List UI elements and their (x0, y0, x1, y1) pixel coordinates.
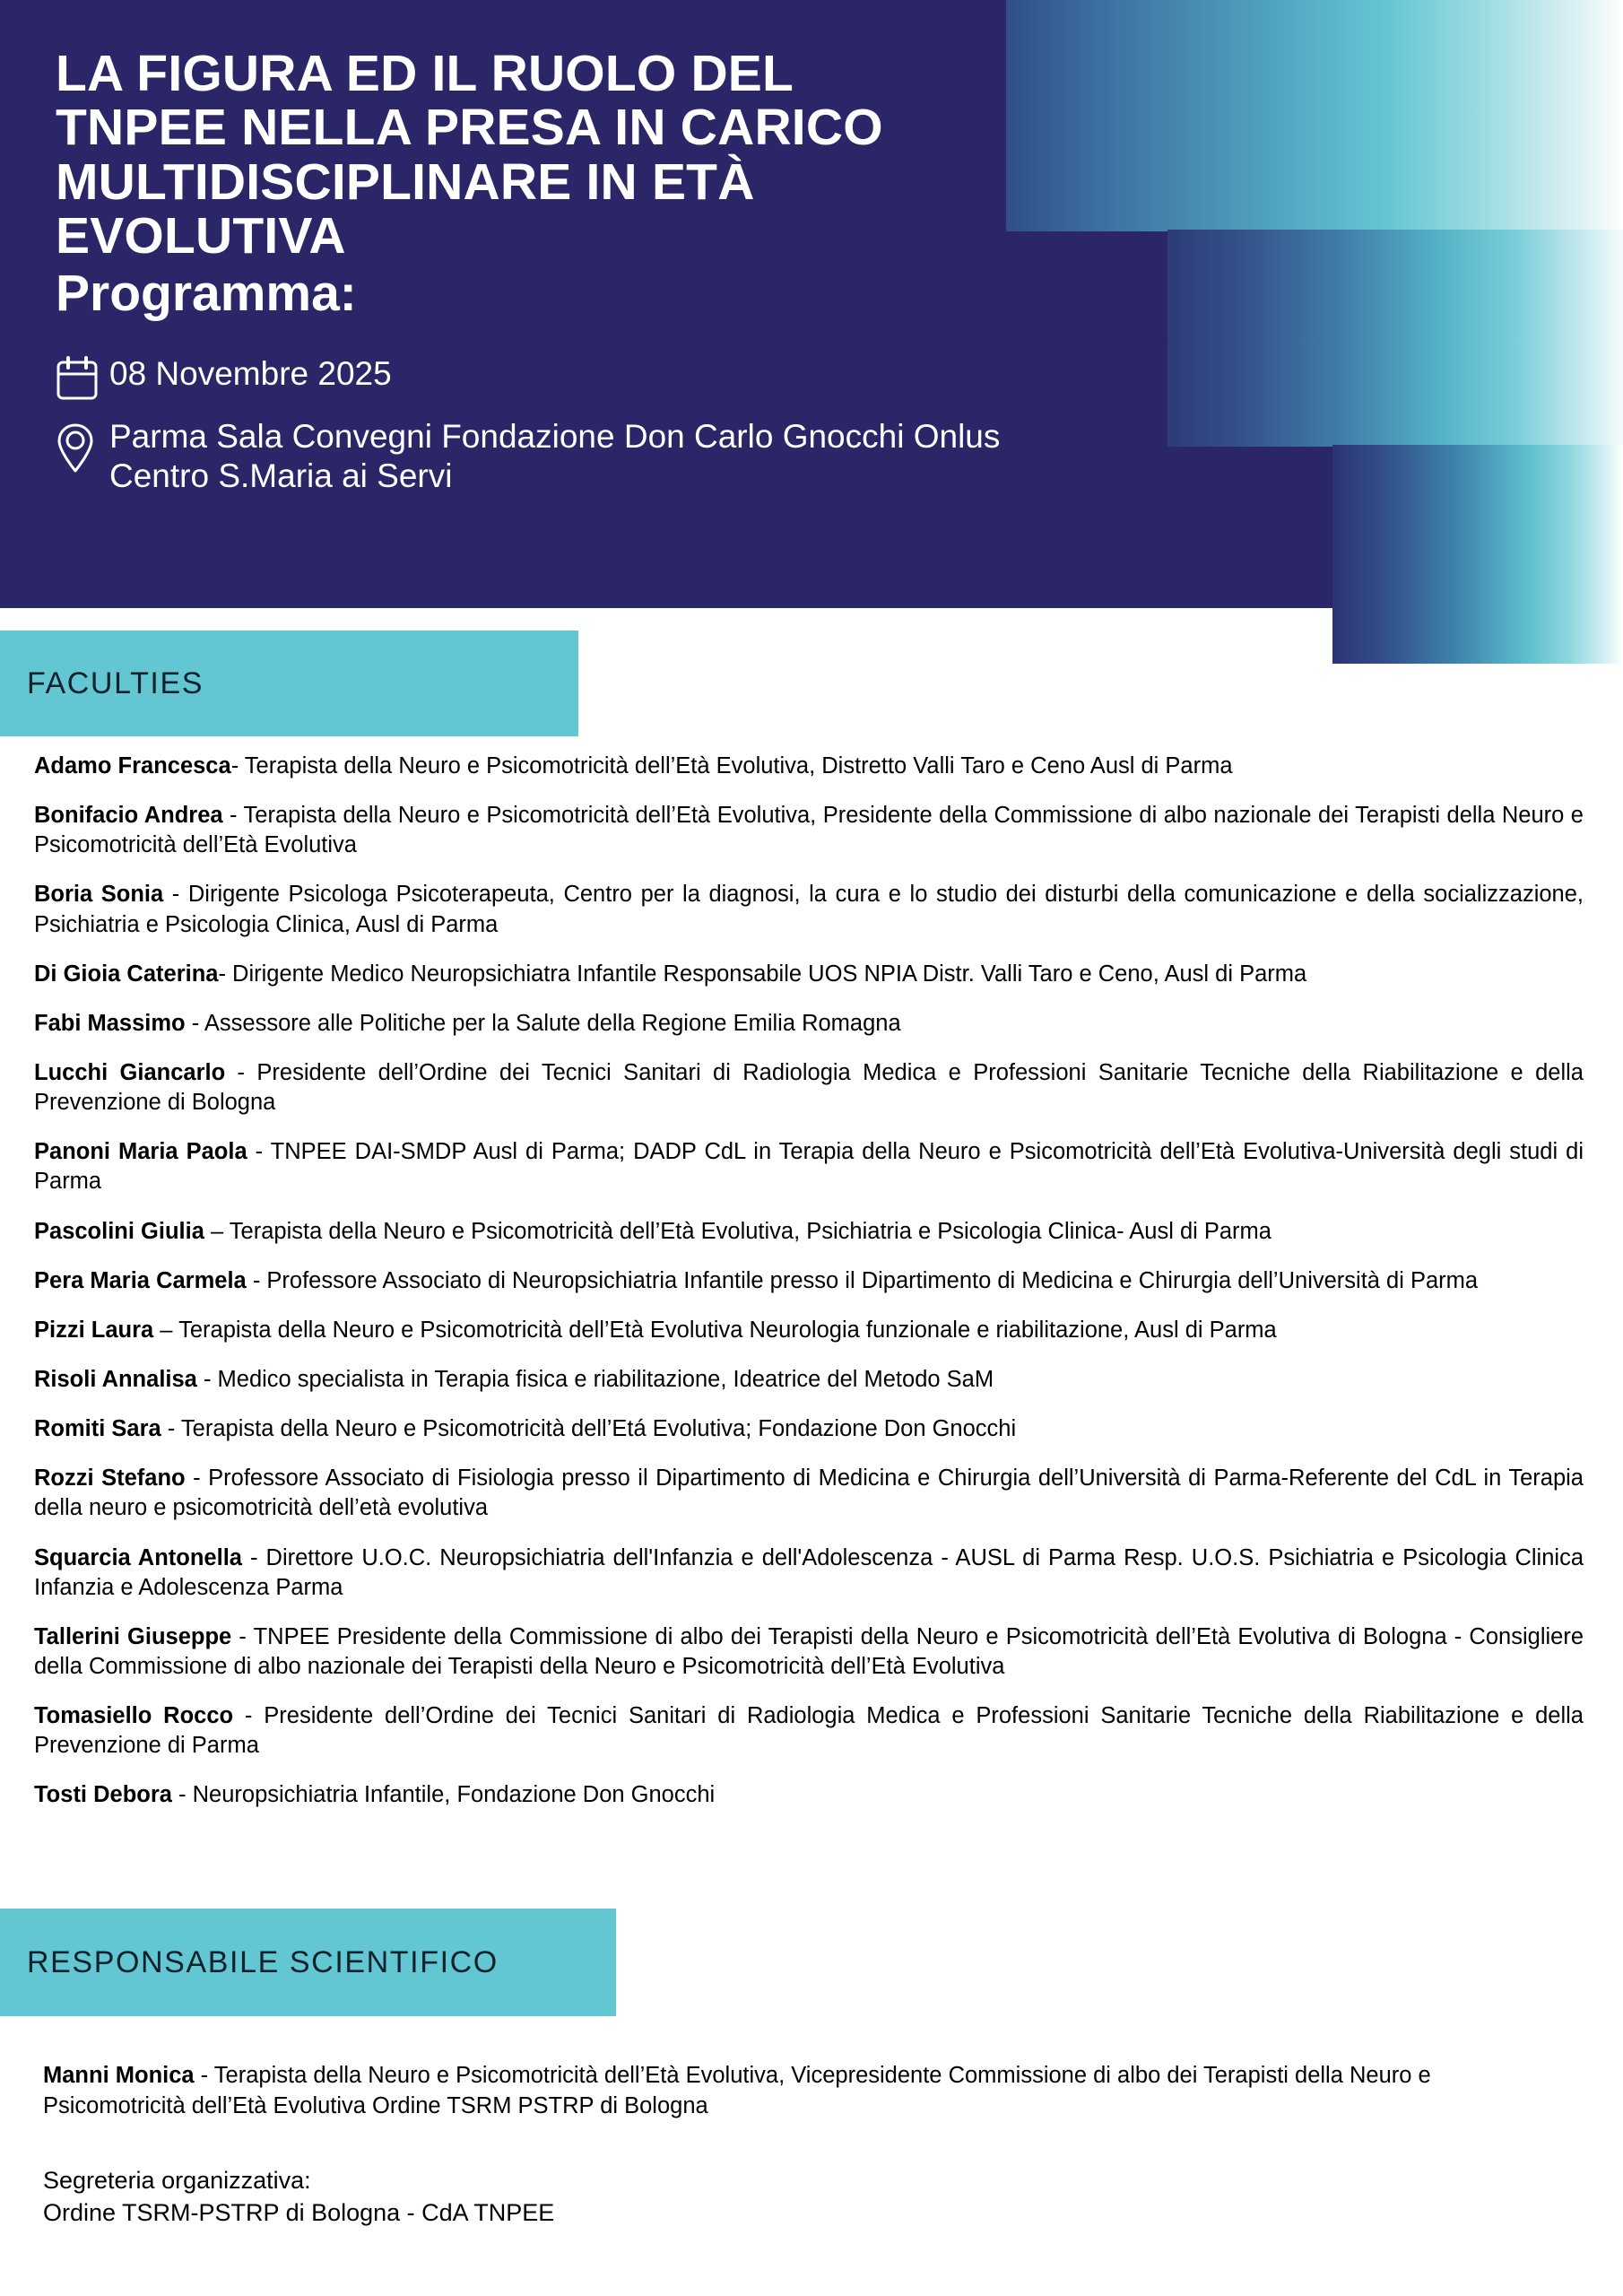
event-location: Parma Sala Convegni Fondazione Don Carlo Gnocchi Onlus Centro S.Maria ai Servi (109, 418, 1001, 495)
faculty-name: Adamo Francesca (34, 753, 231, 778)
faculty-entry (34, 1701, 1584, 1761)
calendar-icon (56, 354, 109, 403)
faculty-description: - Direttore U.O.C. Neuropsichiatria dell'Infanzia e dell'Adolescenza - AUSL di Parma Resp. U.O.S. Psichiatria e Psicologia Clinica Infanzia e Adolescenza Parma (34, 1544, 1584, 1600)
page-title (56, 47, 1042, 264)
title-line-1: LA FIGURA ED IL RUOLO DEL (56, 45, 794, 102)
faculty-description: – Terapista della Neuro e Psicomotricità dell’Età Evolutiva, Psichiatria e Psicologia Clinica- Ausl di Parma (204, 1218, 1271, 1244)
faculty-name: Tosti Debora (34, 1782, 172, 1808)
faculty-entry (34, 1780, 1584, 1810)
faculty-entry (34, 1058, 1584, 1118)
faculty-name: Romiti Sara (34, 1416, 161, 1442)
faculty-name: Pizzi Laura (34, 1317, 154, 1343)
header-banner (0, 0, 1623, 608)
faculty-name: Boria Sonia (34, 882, 164, 908)
faculty-entry (34, 880, 1584, 939)
faculty-description: - Dirigente Psicologa Psicoterapeuta, Centro per la diagnosi, la cura e lo studio dei disturbi della comunicazione e della socializzazione, Psichiatria e Psicologia Clinica, Ausl di Parma (34, 882, 1584, 937)
faculty-name: Risoli Annalisa (34, 1366, 197, 1392)
faculty-description: - Dirigente Medico Neuropsichiatra Infantile Responsabile UOS NPIA Distr. Valli Taro e Ceno, Ausl di Parma (218, 961, 1307, 987)
header-content (0, 0, 1623, 496)
faculty-description: - Terapista della Neuro e Psicomotricità dell’Età Evolutiva, Presidente della Commissione di albo nazionale dei Terapisti della Neuro e Psicomotricità dell’Età Evolutiva (34, 803, 1584, 858)
faculty-description: - Medico specialista in Terapia fisica e riabilitazione, Ideatrice del Metodo SaM (196, 1366, 994, 1392)
faculty-list (34, 752, 1584, 1811)
section-header-faculties (0, 631, 578, 736)
faculty-name: Panoni Maria Paola (34, 1139, 247, 1165)
faculty-entry (34, 1365, 1584, 1395)
faculty-description: - TNPEE DAI-SMDP Ausl di Parma; DADP CdL in Terapia della Neuro e Psicomotricità dell’Età Evolutiva-Università degli studi di Parma (34, 1139, 1584, 1195)
responsabile-label: RESPONSABILE SCIENTIFICO (27, 1944, 499, 1979)
faculty-entry (34, 1316, 1584, 1345)
programma-label: Programma: (56, 264, 357, 322)
faculty-name: Pera Maria Carmela (34, 1267, 247, 1293)
faculty-name: Di Gioia Caterina (34, 961, 219, 987)
faculty-name: Fabi Massimo (34, 1010, 186, 1036)
map-pin-icon (56, 417, 109, 474)
faculties-label: FACULTIES (27, 665, 204, 700)
faculty-entry (34, 960, 1584, 989)
title-line-2: TNPEE NELLA PRESA IN CARICO (56, 99, 883, 157)
faculty-name: Tomasiello Rocco (34, 1703, 234, 1729)
faculty-description: - Terapista della Neuro e Psicomotricità dell’Etá Evolutiva; Fondazione Don Gnocchi (161, 1416, 1017, 1442)
event-meta (56, 354, 1623, 495)
event-location-row (56, 417, 1623, 495)
faculty-description: - Neuropsichiatria Infantile, Fondazione Don Gnocchi (171, 1782, 716, 1808)
faculty-name: Bonifacio Andrea (34, 803, 223, 829)
event-date-row (56, 354, 1623, 403)
responsabile-name: Manni Monica (43, 2063, 195, 2088)
faculty-name: Lucchi Giancarlo (34, 1059, 226, 1085)
faculty-entry (34, 1622, 1584, 1682)
faculty-entry (34, 1544, 1584, 1603)
faculty-description: - Assessore alle Politiche per la Salute della Regione Emilia Romagna (185, 1010, 901, 1036)
responsabile-block (43, 2061, 1567, 2230)
segreteria-text: Segreteria organizzativa: Ordine TSRM-PSTRP di Bologna - CdA TNPEE (43, 2166, 555, 2226)
faculty-description: - Terapista della Neuro e Psicomotricità dell’Età Evolutiva, Distretto Valli Taro e Ceno Ausl di Parma (230, 753, 1233, 778)
faculty-name: Pascolini Giulia (34, 1218, 204, 1244)
faculty-entry (34, 1464, 1584, 1523)
faculty-entry (34, 1414, 1584, 1444)
responsabile-entry (43, 2061, 1478, 2122)
faculty-description: - Professore Associato di Neuropsichiatria Infantile presso il Dipartimento di Medicina e Chirurgia dell’Università di Parma (246, 1267, 1479, 1293)
faculty-name: Tallerini Giuseppe (34, 1623, 232, 1649)
faculty-entry (34, 1009, 1584, 1039)
faculty-entry (34, 1137, 1584, 1196)
faculty-entry (34, 752, 1584, 781)
title-line-3: MULTIDISCIPLINARE IN ETÀ (56, 152, 755, 211)
title-line-4: EVOLUTIVA (56, 207, 346, 265)
section-header-responsabile (0, 1909, 616, 2016)
faculty-description: - Professore Associato di Fisiologia presso il Dipartimento di Medicina e Chirurgia dell’Università di Parma-Referente del CdL in Terapia della neuro e psicomotricità dell’età evolutiva (34, 1465, 1584, 1521)
event-date: 08 Novembre 2025 (109, 355, 392, 393)
faculty-description: - TNPEE Presidente della Commissione di albo dei Terapisti della Neuro e Psicomotricità dell’Età Evolutiva di Bologna - Consigliere della Commissione di albo nazionale dei Terapisti della Neuro e Psicomotricità dell’Età Evolutiva (34, 1623, 1584, 1679)
faculty-description: - Presidente dell’Ordine dei Tecnici Sanitari di Radiologia Medica e Professioni Sanitarie Tecniche della Riabilitazione e della Prevenzione di Bologna (34, 1059, 1584, 1116)
faculty-description: – Terapista della Neuro e Psicomotricità dell’Età Evolutiva Neurologia funzionale e riabilitazione, Ausl di Parma (153, 1317, 1277, 1343)
faculty-entry (34, 1266, 1584, 1296)
faculty-entry (34, 1217, 1584, 1247)
faculty-entry (34, 801, 1584, 860)
responsabile-description: - Terapista della Neuro e Psicomotricità dell’Età Evolutiva, Vicepresidente Commissione di albo dei Terapisti della Neuro e Psicomotricità dell’Età Evolutiva Ordine TSRM PSTRP di Bologna (43, 2063, 1431, 2118)
faculty-name: Rozzi Stefano (34, 1465, 186, 1492)
faculty-name: Squarcia Antonella (34, 1544, 242, 1570)
faculty-description: - Presidente dell’Ordine dei Tecnici Sanitari di Radiologia Medica e Professioni Sanitarie Tecniche della Riabilitazione e della Prevenzione di Parma (34, 1703, 1584, 1759)
